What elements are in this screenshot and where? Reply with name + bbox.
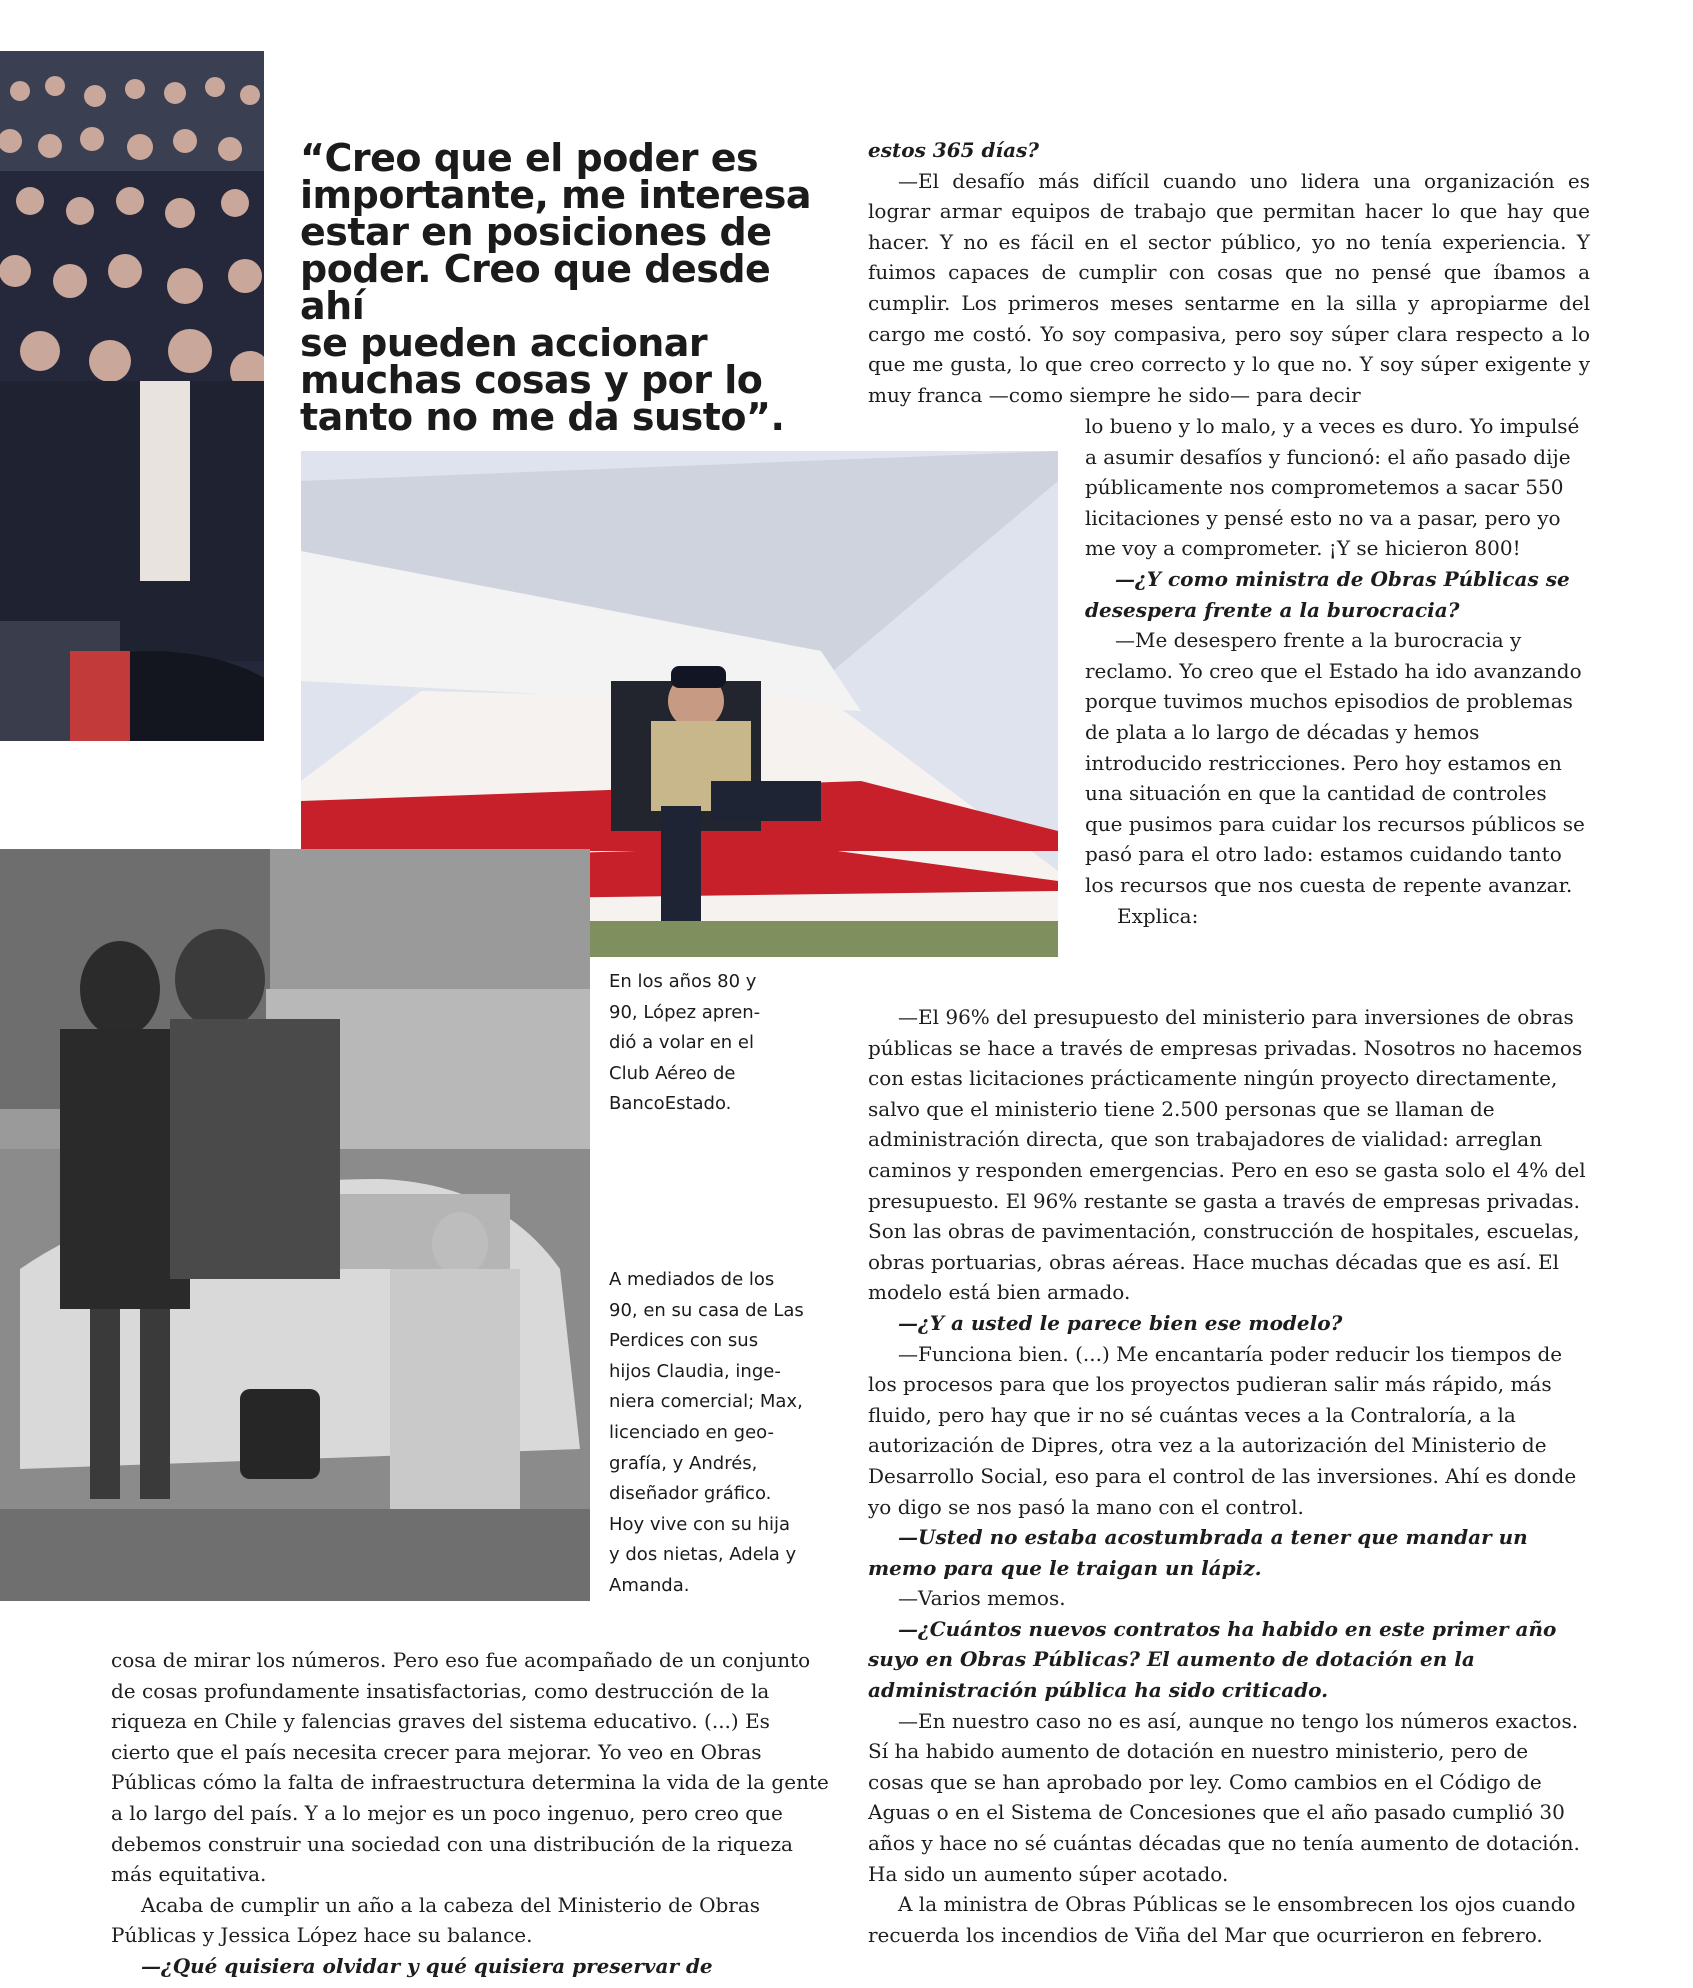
answer-paragraph: —En nuestro caso no es así, aunque no tengo los números exactos. Sí ha habido aumento de dotación en nuestro ministerio, pero de cosas que se han aprobado por ley. Como cambios en el Código de Aguas o en el Sistema de Concesiones que el año pasado cumplió 30 años y hace no sé cuántas décadas que no tenía aumento de dotación. Ha sido un aumento súper acotado. (868, 1708, 1580, 1886)
answer-paragraph: —El desafío más difícil cuando uno lidera una organización es lograr armar equipos de trabajo que permitan hacer lo que hay que hacer. Y no es fácil en el sector público, yo no tenía experiencia. Y fuimos capaces de cumplir con cosas que no pensé que íbamos a cumplir. Los primeros meses sentarme en la silla y apropiarme del cargo me costó. Yo soy compasiva, pero soy súper clara respecto a lo que me gusta, lo que creo correcto y lo que no. Y soy súper exigente y muy franca —como siempre he sido— para decir (868, 168, 1590, 407)
interview-question: —Usted no estaba acostumbrada a tener que mandar un memo para que le traigan un lápiz. (868, 1525, 1528, 1580)
interview-question: —¿Qué quisiera olvidar y qué quisiera preservar de (141, 1953, 713, 1978)
pull-quote: “Creo que el poder es importante, me interesa estar en posiciones de poder. Creo que desde ahí se pueden accionar muchas cosas y por lo tanto no me da susto”. (300, 136, 812, 439)
plane-caption: En los años 80 y 90, López apren- dió a volar en el Club Aéreo de BancoEstado. (609, 971, 761, 1115)
question-continued: estos 365 días? (868, 138, 1040, 162)
crowd-photo (0, 51, 264, 741)
right-column-top (868, 135, 1590, 410)
narrative-paragraph: A la ministra de Obras Públicas se le ensombrecen los ojos cuando recuerda los incendios de Viña del Mar que ocurrieron en febrero. (868, 1892, 1576, 1947)
right-column-bottom (868, 1002, 1590, 1950)
narrative-paragraph: Acaba de cumplir un año a la cabeza del Ministerio de Obras Públicas y Jessica López hace su balance. (111, 1892, 761, 1948)
answer-paragraph-continued: lo bueno y lo malo, y a veces es duro. Yo impulsé a asumir desafíos y funcionó: el año pasado dije públicamente nos comprometemos a sacar 550 licitaciones y pensé esto no va a pasar, pero yo me voy a comprometer. ¡Y se hicieron 800! (1085, 414, 1580, 561)
answer-paragraph: —Funciona bien. (...) Me encantaría poder reducir los tiempos de los procesos para que los proyectos pudieran salir más rápido, más fluido, pero hay que ir no sé cuántas veces a la Contraloría, a la autorización de Dipres, otra vez a la autorización del Ministerio de Desarrollo Social, eso para el control de las inversiones. Ahí es donde yo digo se nos pasó la mano con el control. (868, 1341, 1577, 1519)
interview-question: —¿Y como ministra de Obras Públicas se desespera frente a la burocracia? (1085, 566, 1570, 622)
narrative-paragraph: cosa de mirar los números. Pero eso fue acompañado de un conjunto de cosas profundamente insatisfactorias, como destrucción de la riqueza en Chile y falencias graves del sistema educativo. (...) Es cierto que el país necesita crecer para mejorar. Yo veo en Obras Públicas cómo la falta de infraestructura determina la vida de la gente a lo largo del país. Y a lo mejor es un poco ingenuo, pero creo que debemos construir una sociedad con una distribución de la riqueza más equitativa. (111, 1648, 829, 1887)
explica-line: Explica: (1117, 903, 1199, 928)
interview-question: —¿Y a usted le parece bien ese modelo? (898, 1310, 1343, 1335)
family-photo (0, 849, 590, 1601)
left-column-bottom (111, 1645, 829, 1982)
family-caption: A mediados de los 90, en su casa de Las Perdices con sus hijos Claudia, inge- niera comercial; Max, licenciado en geo- grafía, y Andrés, diseñador gráfico. Hoy vive con su hija y dos nietas, Adela y Amanda. (609, 1269, 804, 1596)
answer-paragraph: —Me desespero frente a la burocracia y reclamo. Yo creo que el Estado ha ido avanzando porque tuvimos muchos episodios de problemas de plata a lo largo de décadas y hemos introducido restricciones. Pero hoy estamos en una situación en que la cantidad de controles que pusimos para cuidar los recursos públicos se pasó para el otro lado: estamos cuidando tanto los recursos que nos cuesta de repente avanzar. (1085, 628, 1585, 897)
answer-paragraph: —Varios memos. (898, 1586, 1066, 1611)
right-column-narrow (1085, 411, 1590, 931)
interview-question: —¿Cuántos nuevos contratos ha habido en este primer año suyo en Obras Públicas? El aumento de dotación en la administración pública ha sido criticado. (868, 1616, 1557, 1703)
answer-paragraph: —El 96% del presupuesto del ministerio para inversiones de obras públicas se hace a través de empresas privadas. Nosotros no hacemos con estas licitaciones prácticamente ningún proyecto directamente, salvo que el ministerio tiene 2.500 personas que se llaman de administración directa, que son trabajadores de vialidad: arreglan caminos y responden emergencias. Pero en eso se gasta solo el 4% del presupuesto. El 96% restante se gasta a través de empresas privadas. Son las obras de pavimentación, construcción de hospitales, escuelas, obras portuarias, obras aéreas. Hace muchas décadas que es así. El modelo está bien armado. (868, 1005, 1586, 1305)
